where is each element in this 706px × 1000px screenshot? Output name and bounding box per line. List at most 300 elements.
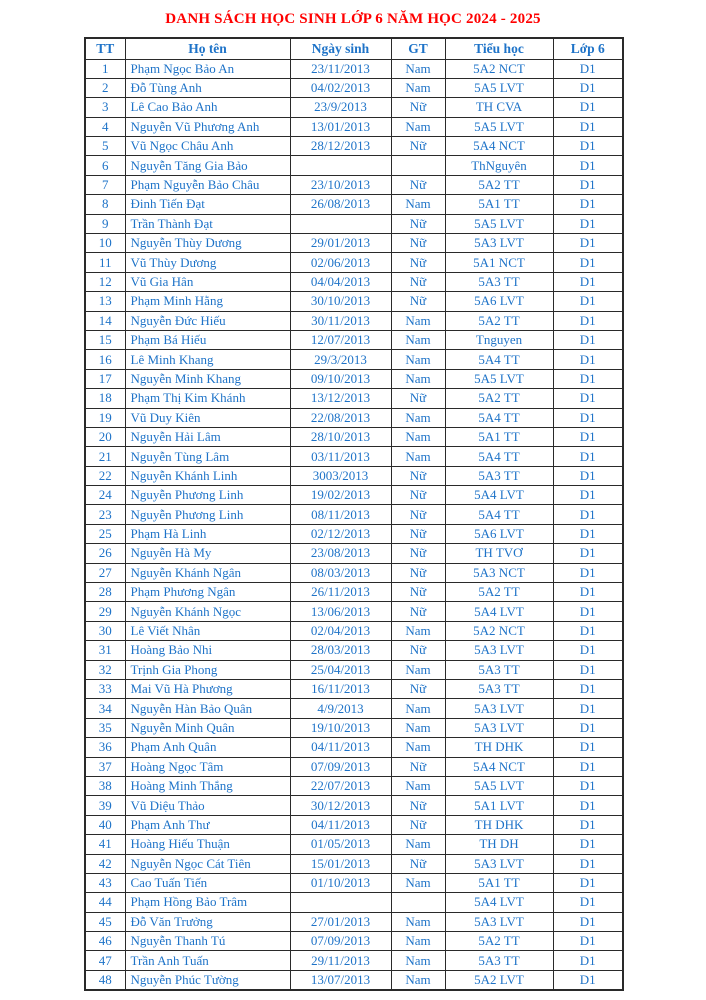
cell-class: D1: [553, 524, 623, 543]
cell-name: Phạm Minh Hằng: [125, 292, 290, 311]
cell-dob: 26/08/2013: [290, 195, 391, 214]
cell-dob: 13/01/2013: [290, 117, 391, 136]
table-row: [85, 98, 623, 117]
col-header-gender: GT: [391, 38, 445, 59]
cell-school: 5A2 TT: [445, 389, 553, 408]
cell-gender: Nam: [391, 660, 445, 679]
cell-school: 5A2 NCT: [445, 621, 553, 640]
cell-class: D1: [553, 369, 623, 388]
table-row: [85, 117, 623, 136]
cell-name: Trần Thành Đạt: [125, 214, 290, 233]
cell-name: Nguyễn Phương Linh: [125, 505, 290, 524]
cell-gender: Nam: [391, 873, 445, 892]
cell-class: D1: [553, 59, 623, 78]
cell-name: Nguyễn Thùy Dương: [125, 234, 290, 253]
cell-name: Cao Tuấn Tiến: [125, 873, 290, 892]
table-row: [85, 137, 623, 156]
cell-school: 5A3 LVT: [445, 699, 553, 718]
cell-tt: 42: [85, 854, 125, 873]
cell-dob: 19/10/2013: [290, 718, 391, 737]
col-header-dob: Ngày sinh: [290, 38, 391, 59]
cell-class: D1: [553, 137, 623, 156]
cell-name: Nguyễn Đức Hiếu: [125, 311, 290, 330]
cell-dob: 29/11/2013: [290, 951, 391, 970]
cell-gender: Nữ: [391, 272, 445, 291]
table-row: [85, 369, 623, 388]
cell-tt: 13: [85, 292, 125, 311]
cell-class: D1: [553, 447, 623, 466]
cell-tt: 20: [85, 427, 125, 446]
cell-dob: 29/3/2013: [290, 350, 391, 369]
cell-class: D1: [553, 195, 623, 214]
cell-school: TH DHK: [445, 738, 553, 757]
cell-school: 5A2 LVT: [445, 970, 553, 989]
cell-gender: Nữ: [391, 796, 445, 815]
cell-class: D1: [553, 815, 623, 834]
cell-tt: 1: [85, 59, 125, 78]
cell-tt: 14: [85, 311, 125, 330]
cell-class: D1: [553, 893, 623, 912]
cell-name: Nguyễn Tăng Gia Bảo: [125, 156, 290, 175]
cell-name: Vũ Gia Hân: [125, 272, 290, 291]
table-row: [85, 718, 623, 737]
cell-name: Hoàng Hiếu Thuận: [125, 835, 290, 854]
cell-gender: Nữ: [391, 680, 445, 699]
table-row: [85, 408, 623, 427]
table-row: [85, 389, 623, 408]
cell-gender: Nam: [391, 699, 445, 718]
cell-name: Nguyễn Ngọc Cát Tiên: [125, 854, 290, 873]
cell-name: Phạm Hồng Bảo Trâm: [125, 893, 290, 912]
cell-name: Phạm Anh Thư: [125, 815, 290, 834]
cell-tt: 40: [85, 815, 125, 834]
table-row: [85, 466, 623, 485]
cell-tt: 3: [85, 98, 125, 117]
cell-gender: Nữ: [391, 292, 445, 311]
cell-gender: [391, 893, 445, 912]
cell-name: Lê Minh Khang: [125, 350, 290, 369]
cell-class: D1: [553, 117, 623, 136]
cell-class: D1: [553, 699, 623, 718]
cell-tt: 46: [85, 932, 125, 951]
cell-dob: 4/9/2013: [290, 699, 391, 718]
cell-school: TH TVƠ: [445, 544, 553, 563]
cell-gender: Nữ: [391, 524, 445, 543]
cell-class: D1: [553, 951, 623, 970]
cell-dob: 04/11/2013: [290, 815, 391, 834]
cell-dob: [290, 893, 391, 912]
cell-class: D1: [553, 427, 623, 446]
cell-dob: 04/04/2013: [290, 272, 391, 291]
cell-school: 5A2 TT: [445, 175, 553, 194]
cell-name: Nguyễn Vũ Phương Anh: [125, 117, 290, 136]
table-row: [85, 699, 623, 718]
cell-name: Phạm Phương Ngân: [125, 583, 290, 602]
cell-school: Tnguyen: [445, 330, 553, 349]
cell-tt: 10: [85, 234, 125, 253]
cell-tt: 22: [85, 466, 125, 485]
cell-dob: [290, 214, 391, 233]
cell-school: 5A3 LVT: [445, 854, 553, 873]
cell-dob: 27/01/2013: [290, 912, 391, 931]
cell-dob: 23/11/2013: [290, 59, 391, 78]
cell-class: D1: [553, 175, 623, 194]
cell-class: D1: [553, 78, 623, 97]
cell-dob: 28/12/2013: [290, 137, 391, 156]
cell-class: D1: [553, 854, 623, 873]
cell-school: 5A5 LVT: [445, 776, 553, 795]
table-row: [85, 195, 623, 214]
cell-tt: 17: [85, 369, 125, 388]
table-row: [85, 873, 623, 892]
cell-dob: 25/04/2013: [290, 660, 391, 679]
cell-tt: 43: [85, 873, 125, 892]
cell-dob: 30/10/2013: [290, 292, 391, 311]
col-header-class: Lớp 6: [553, 38, 623, 59]
col-header-tt: TT: [85, 38, 125, 59]
cell-school: 5A3 TT: [445, 680, 553, 699]
cell-name: Trịnh Gia Phong: [125, 660, 290, 679]
cell-name: Vũ Diệu Thảo: [125, 796, 290, 815]
cell-class: D1: [553, 253, 623, 272]
cell-dob: 04/11/2013: [290, 738, 391, 757]
header-row: [85, 38, 623, 59]
cell-class: D1: [553, 912, 623, 931]
cell-dob: 19/02/2013: [290, 486, 391, 505]
student-table: [84, 37, 624, 991]
cell-tt: 37: [85, 757, 125, 776]
cell-tt: 29: [85, 602, 125, 621]
cell-class: D1: [553, 660, 623, 679]
cell-dob: 23/10/2013: [290, 175, 391, 194]
table-row: [85, 486, 623, 505]
cell-school: 5A3 LVT: [445, 912, 553, 931]
cell-name: Nguyễn Hải Lâm: [125, 427, 290, 446]
cell-class: D1: [553, 835, 623, 854]
cell-class: D1: [553, 292, 623, 311]
cell-dob: 13/07/2013: [290, 970, 391, 989]
cell-name: Nguyễn Thanh Tú: [125, 932, 290, 951]
table-row: [85, 893, 623, 912]
cell-class: D1: [553, 389, 623, 408]
cell-name: Nguyễn Minh Khang: [125, 369, 290, 388]
cell-dob: 07/09/2013: [290, 757, 391, 776]
cell-class: D1: [553, 272, 623, 291]
cell-gender: Nam: [391, 970, 445, 989]
cell-gender: Nữ: [391, 137, 445, 156]
cell-tt: 39: [85, 796, 125, 815]
cell-name: Đỗ Tùng Anh: [125, 78, 290, 97]
table-row: [85, 234, 623, 253]
cell-class: D1: [553, 796, 623, 815]
cell-school: 5A3 NCT: [445, 563, 553, 582]
table-row: [85, 738, 623, 757]
cell-school: 5A5 LVT: [445, 117, 553, 136]
cell-name: Hoàng Minh Thắng: [125, 776, 290, 795]
table-row: [85, 757, 623, 776]
cell-name: Hoàng Ngọc Tâm: [125, 757, 290, 776]
table-row: [85, 447, 623, 466]
cell-gender: Nữ: [391, 214, 445, 233]
cell-name: Vũ Thùy Dương: [125, 253, 290, 272]
cell-name: Nguyễn Hàn Bảo Quân: [125, 699, 290, 718]
cell-dob: 16/11/2013: [290, 680, 391, 699]
cell-school: TH DH: [445, 835, 553, 854]
cell-gender: Nữ: [391, 234, 445, 253]
cell-gender: Nam: [391, 621, 445, 640]
cell-dob: 13/12/2013: [290, 389, 391, 408]
cell-school: TH DHK: [445, 815, 553, 834]
cell-gender: Nam: [391, 117, 445, 136]
cell-tt: 8: [85, 195, 125, 214]
cell-gender: Nam: [391, 951, 445, 970]
cell-tt: 12: [85, 272, 125, 291]
cell-tt: 11: [85, 253, 125, 272]
cell-class: D1: [553, 311, 623, 330]
table-row: [85, 78, 623, 97]
cell-gender: Nam: [391, 835, 445, 854]
cell-tt: 48: [85, 970, 125, 989]
cell-dob: 13/06/2013: [290, 602, 391, 621]
cell-school: 5A2 NCT: [445, 59, 553, 78]
cell-class: D1: [553, 718, 623, 737]
cell-gender: Nam: [391, 718, 445, 737]
cell-gender: Nam: [391, 311, 445, 330]
cell-gender: Nữ: [391, 757, 445, 776]
cell-tt: 44: [85, 893, 125, 912]
cell-class: D1: [553, 583, 623, 602]
cell-class: D1: [553, 641, 623, 660]
cell-dob: [290, 156, 391, 175]
cell-dob: 02/04/2013: [290, 621, 391, 640]
page-title: DANH SÁCH HỌC SINH LỚP 6 NĂM HỌC 2024 - 2025: [165, 11, 541, 27]
cell-tt: 21: [85, 447, 125, 466]
table-row: [85, 641, 623, 660]
cell-name: Phạm Nguyễn Bảo Châu: [125, 175, 290, 194]
cell-school: TH CVA: [445, 98, 553, 117]
cell-dob: 26/11/2013: [290, 583, 391, 602]
table-row: [85, 776, 623, 795]
cell-school: 5A2 TT: [445, 583, 553, 602]
table-row: [85, 621, 623, 640]
cell-gender: Nữ: [391, 583, 445, 602]
cell-dob: 22/08/2013: [290, 408, 391, 427]
cell-school: 5A1 NCT: [445, 253, 553, 272]
cell-school: ThNguyên: [445, 156, 553, 175]
cell-class: D1: [553, 757, 623, 776]
table-row: [85, 583, 623, 602]
table-row: [85, 156, 623, 175]
cell-tt: 2: [85, 78, 125, 97]
cell-tt: 34: [85, 699, 125, 718]
cell-gender: Nữ: [391, 815, 445, 834]
cell-class: D1: [553, 970, 623, 989]
cell-gender: Nữ: [391, 389, 445, 408]
cell-class: D1: [553, 214, 623, 233]
cell-dob: 28/03/2013: [290, 641, 391, 660]
cell-dob: 30/11/2013: [290, 311, 391, 330]
cell-name: Phạm Thị Kim Khánh: [125, 389, 290, 408]
cell-dob: 01/05/2013: [290, 835, 391, 854]
cell-tt: 36: [85, 738, 125, 757]
cell-gender: Nam: [391, 59, 445, 78]
cell-school: 5A4 TT: [445, 408, 553, 427]
cell-dob: 22/07/2013: [290, 776, 391, 795]
cell-gender: Nam: [391, 776, 445, 795]
cell-gender: Nữ: [391, 854, 445, 873]
cell-tt: 18: [85, 389, 125, 408]
cell-school: 5A4 TT: [445, 350, 553, 369]
table-row: [85, 563, 623, 582]
cell-name: Nguyễn Khánh Ngọc: [125, 602, 290, 621]
cell-name: Nguyễn Tùng Lâm: [125, 447, 290, 466]
cell-school: 5A4 LVT: [445, 486, 553, 505]
cell-class: D1: [553, 680, 623, 699]
cell-tt: 6: [85, 156, 125, 175]
cell-tt: 7: [85, 175, 125, 194]
cell-name: Nguyễn Phương Linh: [125, 486, 290, 505]
cell-tt: 4: [85, 117, 125, 136]
cell-school: 5A3 TT: [445, 466, 553, 485]
cell-class: D1: [553, 234, 623, 253]
table-row: [85, 854, 623, 873]
cell-gender: [391, 156, 445, 175]
table-row: [85, 970, 623, 989]
cell-class: D1: [553, 466, 623, 485]
cell-tt: 45: [85, 912, 125, 931]
cell-tt: 33: [85, 680, 125, 699]
cell-school: 5A1 TT: [445, 427, 553, 446]
col-header-name: Họ tên: [125, 38, 290, 59]
table-row: [85, 680, 623, 699]
cell-class: D1: [553, 505, 623, 524]
cell-school: 5A4 TT: [445, 505, 553, 524]
cell-school: 5A1 TT: [445, 195, 553, 214]
cell-gender: Nữ: [391, 175, 445, 194]
cell-name: Vũ Duy Kiên: [125, 408, 290, 427]
cell-name: Hoàng Bảo Nhi: [125, 641, 290, 660]
table-row: [85, 660, 623, 679]
cell-tt: 47: [85, 951, 125, 970]
cell-name: Phạm Anh Quân: [125, 738, 290, 757]
cell-dob: 08/03/2013: [290, 563, 391, 582]
cell-class: D1: [553, 98, 623, 117]
cell-dob: 07/09/2013: [290, 932, 391, 951]
cell-dob: 01/10/2013: [290, 873, 391, 892]
cell-dob: 12/07/2013: [290, 330, 391, 349]
cell-class: D1: [553, 408, 623, 427]
cell-name: Nguyễn Khánh Linh: [125, 466, 290, 485]
cell-gender: Nam: [391, 408, 445, 427]
cell-name: Nguyễn Phúc Tường: [125, 970, 290, 989]
cell-name: Nguyễn Minh Quân: [125, 718, 290, 737]
cell-class: D1: [553, 776, 623, 795]
cell-dob: 08/11/2013: [290, 505, 391, 524]
table-row: [85, 544, 623, 563]
cell-school: 5A4 LVT: [445, 602, 553, 621]
cell-school: 5A4 NCT: [445, 137, 553, 156]
col-header-school: Tiểu học: [445, 38, 553, 59]
cell-class: D1: [553, 486, 623, 505]
cell-name: Đinh Tiến Đạt: [125, 195, 290, 214]
cell-tt: 24: [85, 486, 125, 505]
cell-school: 5A4 LVT: [445, 893, 553, 912]
cell-name: Nguyễn Khánh Ngân: [125, 563, 290, 582]
cell-class: D1: [553, 738, 623, 757]
cell-dob: 09/10/2013: [290, 369, 391, 388]
table-row: [85, 175, 623, 194]
cell-tt: 25: [85, 524, 125, 543]
table-row: [85, 796, 623, 815]
cell-tt: 35: [85, 718, 125, 737]
cell-gender: Nam: [391, 427, 445, 446]
cell-school: 5A5 LVT: [445, 369, 553, 388]
cell-name: Trần Anh Tuấn: [125, 951, 290, 970]
cell-gender: Nữ: [391, 544, 445, 563]
cell-tt: 30: [85, 621, 125, 640]
cell-gender: Nam: [391, 738, 445, 757]
cell-gender: Nam: [391, 912, 445, 931]
cell-dob: 29/01/2013: [290, 234, 391, 253]
cell-school: 5A3 TT: [445, 951, 553, 970]
cell-dob: 04/02/2013: [290, 78, 391, 97]
table-row: [85, 311, 623, 330]
cell-school: 5A1 LVT: [445, 796, 553, 815]
cell-gender: Nam: [391, 195, 445, 214]
cell-class: D1: [553, 932, 623, 951]
cell-gender: Nam: [391, 369, 445, 388]
cell-gender: Nam: [391, 78, 445, 97]
cell-name: Phạm Bá Hiếu: [125, 330, 290, 349]
cell-class: D1: [553, 563, 623, 582]
table-row: [85, 505, 623, 524]
cell-name: Phạm Ngọc Bảo An: [125, 59, 290, 78]
cell-name: Vũ Ngọc Châu Anh: [125, 137, 290, 156]
cell-school: 5A3 LVT: [445, 234, 553, 253]
cell-class: D1: [553, 873, 623, 892]
table-row: [85, 912, 623, 931]
cell-tt: 27: [85, 563, 125, 582]
cell-class: D1: [553, 544, 623, 563]
cell-tt: 38: [85, 776, 125, 795]
table-row: [85, 253, 623, 272]
table-row: [85, 330, 623, 349]
cell-dob: 28/10/2013: [290, 427, 391, 446]
cell-tt: 31: [85, 641, 125, 660]
table-row: [85, 350, 623, 369]
table-row: [85, 272, 623, 291]
cell-gender: Nam: [391, 447, 445, 466]
cell-school: 5A6 LVT: [445, 524, 553, 543]
cell-dob: 02/12/2013: [290, 524, 391, 543]
cell-tt: 5: [85, 137, 125, 156]
cell-name: Lê Cao Bảo Anh: [125, 98, 290, 117]
cell-name: Phạm Hà Linh: [125, 524, 290, 543]
table-row: [85, 815, 623, 834]
cell-gender: Nữ: [391, 486, 445, 505]
cell-school: 5A2 TT: [445, 932, 553, 951]
table-row: [85, 292, 623, 311]
cell-school: 5A5 LVT: [445, 214, 553, 233]
table-row: [85, 427, 623, 446]
cell-dob: 02/06/2013: [290, 253, 391, 272]
cell-tt: 16: [85, 350, 125, 369]
cell-school: 5A1 TT: [445, 873, 553, 892]
cell-dob: 15/01/2013: [290, 854, 391, 873]
cell-class: D1: [553, 156, 623, 175]
cell-dob: 23/9/2013: [290, 98, 391, 117]
cell-dob: 23/08/2013: [290, 544, 391, 563]
